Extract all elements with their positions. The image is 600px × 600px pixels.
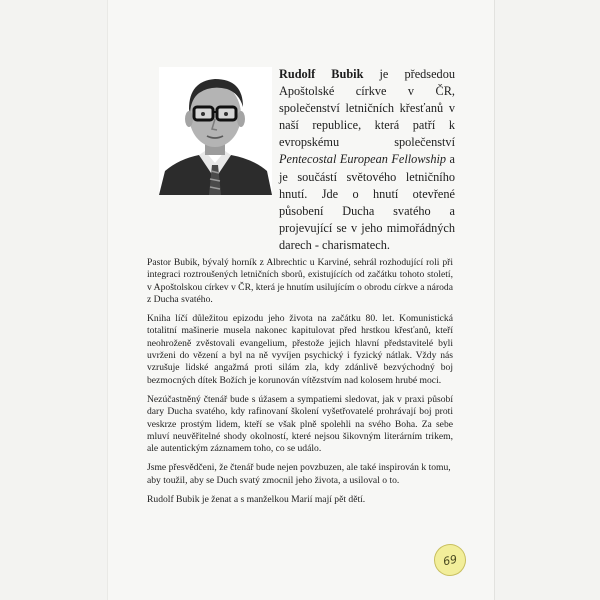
blurb-paragraph-4: Jsme přesvědčeni, že čtenář bude nejen povzbuzen, ale také inspirován k tomu, aby toužil, aby se Duch svatý zmocnil jeho života, a usiloval o to.: [147, 462, 451, 486]
blurb-paragraph-5: Rudolf Bubik je ženat a s manželkou Marií mají pět dětí.: [147, 494, 366, 506]
author-portrait-image: [159, 67, 272, 195]
organization-name: Pentecostal European Fellowship: [279, 152, 447, 167]
author-bio-paragraph: [279, 66, 455, 254]
blurb-paragraph-1: Pastor Bubik, bývalý horník z Albrechtic u Karviné, sehrál rozhodující roli při integraci roztroušených letničních sborů, existujících od začátku tohoto století, v Apoštolskou církev v ČR, která je hnutím usilujícím o obrodu církve a národa z Ducha svatého.: [147, 257, 453, 305]
blurb-paragraph-2: Kniha líčí důležitou epizodu jeho života na začátku 80. let. Komunistická totalitní mašinerie musela nakonec kapitulovat před hrstkou křesťanů, kteří neohroženě zvěstovali evangelium, přestože jejich hlavní představitelé byli uvrženi do vězení a byl na ně vyvíjen psychický i fyzický nátlak. Vždy nás vzrušuje lidské angažmá proti silám zla, kdy zdánlivě bezvýchodný boj bezmocných dítek Božích je korunován vítězstvím nad kolosem hrubé moci.: [147, 313, 453, 386]
blurb-text: [147, 257, 453, 513]
author-bio-text-2: a je součástí světového letničního hnutí. Jde o hnutí otevřené působení Ducha svatého a projevující se v jeho mimořádných darech - charismatech.: [279, 152, 455, 252]
author-bio: [279, 66, 455, 254]
author-bio-text-1: je předsedou Apoštolské církve v ČR, společenství letničních křesťanů v naší republice, která patří k evropskému společenství: [279, 67, 455, 150]
author-photo: [159, 67, 272, 195]
price-sticker-text: 69: [441, 552, 459, 568]
blurb-paragraph-3: Nezúčastněný čtenář bude s úžasem a sympatiemi sledovat, jak v praxi působí dary Ducha svatého, kdy rafinovaní školení vyšetřovatelé prohrávají boj proti veskrze prostým lidem, kteří se však plně spolehli na svého Boha. Za sebe mluví neuvěřitelné shody okolností, které nejsou šikovným literárním trikem, ale autentickým záznamem toho, co se událo.: [147, 393, 453, 455]
author-name: Rudolf Bubik: [279, 67, 364, 81]
